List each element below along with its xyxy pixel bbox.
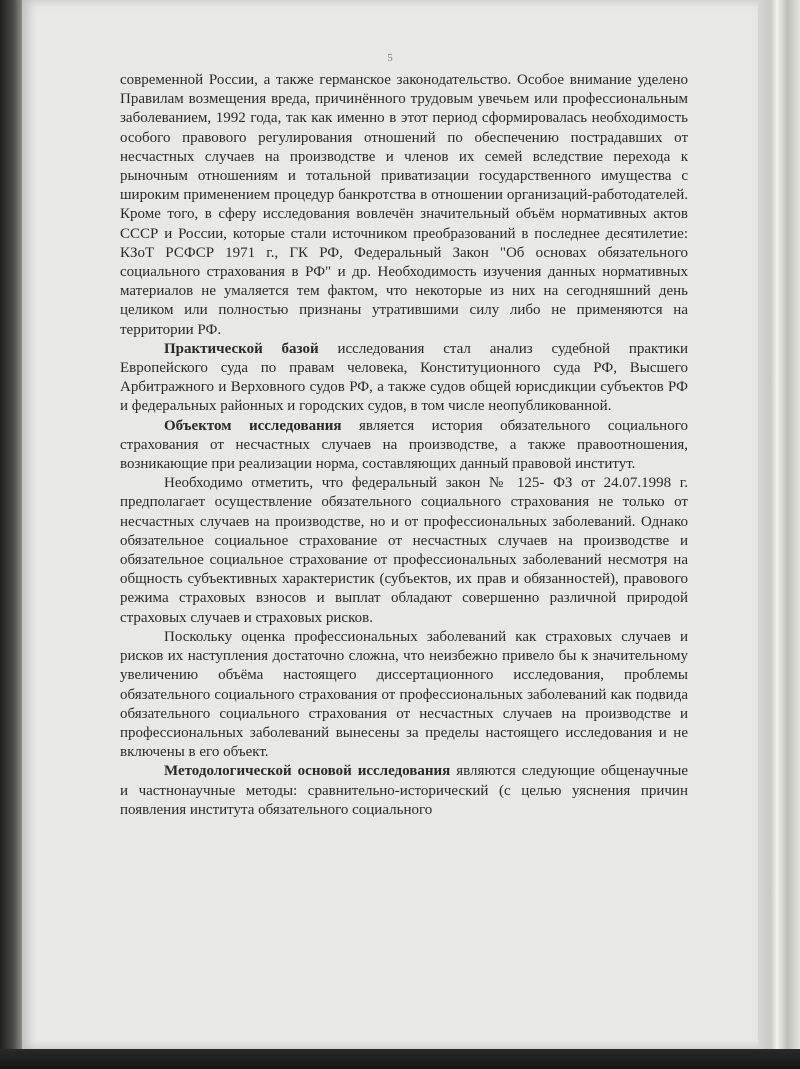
paragraph-research-object xyxy=(120,417,688,475)
paragraph-text: современной России, а также германское законодательство. Особое внимание уделено Правилам возмещения вреда, причинённого трудовым увечьем или профессиональным заболеванием, 1992 года, так как именно в этот период сформировалась необходимость особого правового регулирования отношений по обеспечению пострадавших от несчастных случаев на производстве и членов их семей вследствие перехода к рыночным отношениям и тотальной приватизации государственного имущества с широким применением процедур банкротства в отношении организаций-работодателей. Кроме того, в сферу исследования вовлечён значительный объём нормативных актов СССР и России, которые стали источником преобразований в последнее десятилетие: КЗоТ РСФСР 1971 г., ГК РФ, Федеральный Закон "Об основах обязательного социального страхования в РФ" и др. Необходимость изучения данных нормативных материалов не умаляется тем фактом, что некоторые из них на сегодняшний день целиком или полностью признаны утратившими силу либо не применяются на территории РФ. xyxy=(120,72,688,338)
paragraph-methodology xyxy=(120,762,688,820)
scan-edge-bottom xyxy=(0,1049,800,1069)
paragraph-text: исследования стал анализ судебной практики Европейского суда по правам человека, Конституционного суда РФ, Высшего Арбитражного и Верховного судов РФ, а также судов общей юрисдикции субъектов РФ и федеральных районных и городских судов, в том числе неопубликованной. xyxy=(120,340,688,415)
paragraph-lead-bold: Практической базой xyxy=(164,340,319,357)
paragraph-occupational-diseases xyxy=(120,628,688,762)
paragraph-intro-continuation xyxy=(120,71,688,340)
paragraph-federal-law xyxy=(120,474,688,628)
text-body xyxy=(120,71,688,820)
page-number: 5 xyxy=(387,52,393,64)
paragraph-practical-base xyxy=(120,340,688,417)
paragraph-text: Поскольку оценка профессиональных заболеваний как страховых случаев и рисков их наступления достаточно сложна, что неизбежно привело бы к значительному увеличению объёма настоящего диссертационного исследования, проблемы обязательного социального страхования от профессиональных заболеваний как подвида обязательного социального страхования от несчастных случаев на производстве и профессиональных заболеваний вынесены за пределы настоящего исследования и не включены в его объект. xyxy=(120,628,688,761)
paragraph-text: являются следующие общенаучные и частнонаучные методы: сравнительно-исторический (с целью уяснения причин появления института обязательного социального xyxy=(120,763,688,818)
paragraph-text: Необходимо отметить, что федеральный закон № 125- ФЗ от 24.07.1998 г. предполагает осуществление обязательного социального страхования не только от несчастных случаев на производстве, но и от профессиональных заболеваний. Однако обязательное социальное страхование от несчастных случаев на производстве и обязательное социальное страхование от профессиональных заболеваний несмотря на общность субъективных характеристик (субъектов, их прав и обязанностей), правового режима страховых взносов и выплат обладают совершенно различной природой страховых случаев и страховых рисков. xyxy=(120,475,688,626)
paragraph-lead-bold: Объектом исследования xyxy=(164,417,342,434)
scan-edge-right xyxy=(758,0,800,1069)
paragraph-lead-bold: Методологической основой исследования xyxy=(164,763,451,780)
scan-edge-left xyxy=(0,0,22,1069)
document-page xyxy=(22,0,758,1049)
paragraph-text: является история обязательного социального страхования от несчастных случаев на производстве, а также правоотношения, возникающие при реализации норма, составляющих данный правовой институт. xyxy=(120,417,688,473)
